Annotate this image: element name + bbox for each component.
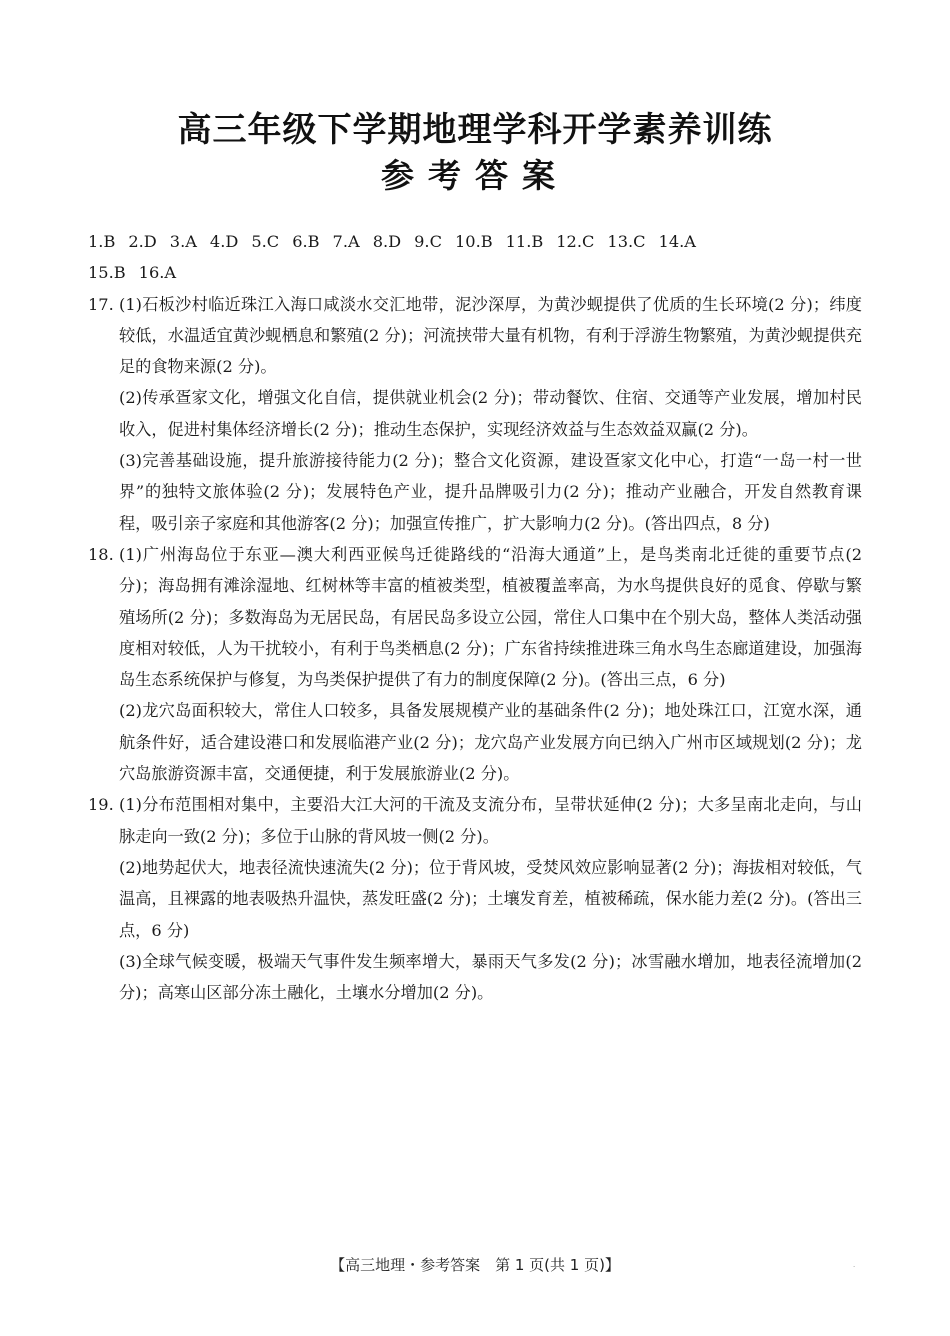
mc-answer: 9.C: [414, 232, 442, 251]
question-17: [88, 289, 862, 539]
mc-answer: 14.A: [658, 232, 696, 251]
document-title: 高三年级下学期地理学科开学素养训练: [177, 110, 773, 150]
mc-answer: 3.A: [169, 232, 197, 251]
answer-part: (2)地势起伏大，地表径流快速流失(2 分)；位于背风坡，受焚风效应影响显著(2 分)；海拔相对较低，气温高，且裸露的地表吸热升温快，蒸发旺盛(2 分)；土壤发育差，植被稀疏，保水能力差(2 分)。(答出三点，6 分): [119, 857, 862, 940]
question-number: 17.: [88, 294, 114, 314]
question-number: 18.: [88, 544, 114, 564]
mc-answer: 10.B: [454, 232, 493, 251]
answer-part: (3)全球气候变暖，极端天气事件发生频率增大，暴雨天气多发(2 分)；冰雪融水增加，地表径流增加(2 分)；高寒山区部分冻土融化，土壤水分增加(2 分)。: [119, 951, 862, 1003]
question-number: 19.: [88, 795, 114, 815]
answer-part: (2)龙穴岛面积较大，常住人口较多，具备发展规模产业的基础条件(2 分)；地处珠江口，江宽水深，通航条件好，适合建设港口和发展临港产业(2 分)；龙穴岛产业发展方向已纳入广州市区域规划(2 分)；龙穴岛旅游资源丰富，交通便捷，利于发展旅游业(2 分)。: [119, 701, 862, 784]
answer-part: (3)完善基础设施，提升旅游接待能力(2 分)；整合文化资源，建设疍家文化中心，打造“一岛一村一世界”的独特文旅体验(2 分)；发展特色产业，提升品牌吸引力(2 分)；推动产业融合，开发自然教育课程，吸引亲子家庭和其他游客(2 分)；加强宣传推广，扩大影响力(2 分)。(答出四点，8 分): [119, 451, 862, 533]
question-19: [88, 789, 862, 1008]
mc-answer: 16.A: [138, 263, 177, 283]
mc-answer: 15.B: [88, 263, 126, 283]
mc-answer: 1.B: [88, 232, 116, 251]
answer-part: (2)传承疍家文化，增强文化自信，提供就业机会(2 分)；带动餐饮、住宿、交通等产业发展，增加村民收入，促进村集体经济增长(2 分)；推动生态保护，实现经济效益与生态效益双赢(2 分)。: [119, 388, 862, 439]
multiple-choice-answers: [88, 226, 862, 289]
answer-part: (1)广州海岛位于东亚—澳大利西亚候鸟迁徙路线的“沿海大通道”上，是鸟类南北迁徙的重要节点(2 分)；海岛拥有滩涂湿地、红树林等丰富的植被类型，植被覆盖率高，为水鸟提供良好的觅食、停歇与繁殖场所(2 分)；多数海岛为无居民岛，有居民岛多设立公园，常住人口集中在个别大岛，整体人类活动强度相对较低，人为干扰较小，有利于鸟类栖息(2 分)；广东省持续推进珠三角水鸟生态廊道建设，加强海岛生态系统保护与修复，为鸟类保护提供了有力的制度保障(2 分)。(答出三点，6 分): [119, 544, 862, 690]
mc-answer: 12.C: [556, 232, 595, 251]
document-subtitle: 参考答案: [381, 156, 569, 195]
mc-answer: 8.D: [372, 232, 402, 251]
mc-answer: 6.B: [292, 232, 320, 251]
mc-answer: 11.B: [505, 232, 544, 251]
answer-content: [88, 226, 862, 1008]
mc-answer: 7.A: [332, 232, 360, 251]
mc-answer: 4.D: [209, 232, 239, 251]
mc-answer: 13.C: [607, 232, 646, 251]
answer-part: (1)石板沙村临近珠江入海口咸淡水交汇地带，泥沙深厚，为黄沙蚬提供了优质的生长环境(2 分)；纬度较低，水温适宜黄沙蚬栖息和繁殖(2 分)；河流挟带大量有机物，有利于浮游生物繁殖，为黄沙蚬提供充足的食物来源(2 分)。: [119, 294, 862, 377]
answer-part: (1)分布范围相对集中，主要沿大江大河的干流及支流分布，呈带状延伸(2 分)；大多呈南北走向，与山脉走向一致(2 分)；多位于山脉的背风坡一侧(2 分)。: [119, 795, 862, 846]
mc-answer: 2.D: [128, 232, 157, 251]
page-footer: 【高三地理・参考答案 第 1 页(共 1 页)】: [330, 1256, 620, 1274]
corner-mark: ·: [853, 1263, 856, 1271]
mc-answer: 5.C: [251, 232, 280, 251]
question-18: [88, 539, 862, 789]
